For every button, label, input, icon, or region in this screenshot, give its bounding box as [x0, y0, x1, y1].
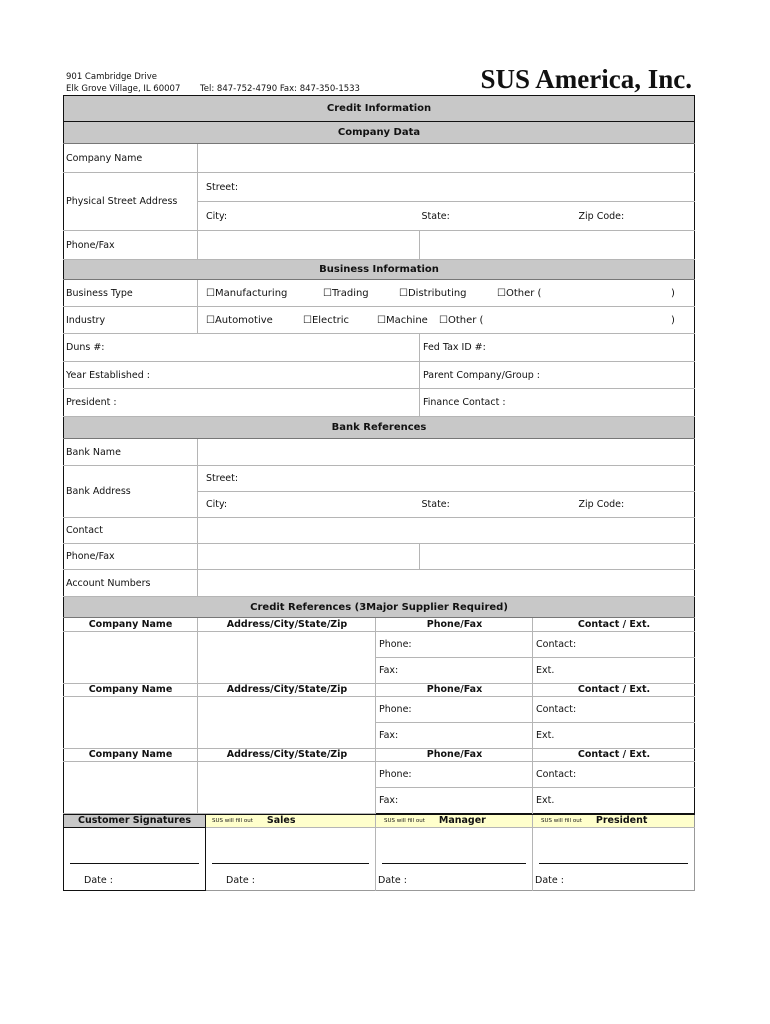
parent-company-label: Parent Company/Group :	[423, 369, 540, 381]
ref2-phone-field[interactable]	[376, 696, 533, 722]
ref1-phone-field[interactable]	[376, 631, 533, 657]
bank-name-field[interactable]	[198, 439, 695, 466]
state-label: State:	[421, 499, 450, 510]
sales-signature-area[interactable]	[206, 827, 376, 872]
ref3-address-field[interactable]	[198, 761, 376, 813]
credit-references-table	[63, 618, 695, 814]
col-company-name: Company Name	[64, 618, 198, 631]
ref2-address-field[interactable]	[198, 696, 376, 748]
ref3-phone-field[interactable]	[376, 761, 533, 787]
bank-contact-field[interactable]	[198, 518, 695, 544]
col-address: Address/City/State/Zip	[198, 618, 376, 631]
col-phone-fax: Phone/Fax	[376, 748, 533, 761]
phone-fax-label: Phone/Fax	[64, 231, 198, 260]
phone-label: Phone:	[379, 638, 412, 650]
bank-contact-label: Contact	[64, 518, 198, 544]
ref2-contact-field[interactable]	[533, 696, 695, 722]
sales-header	[206, 814, 376, 827]
company-street-field[interactable]	[198, 173, 695, 202]
ref1-company-field[interactable]	[64, 631, 198, 683]
ext-label: Ext.	[536, 729, 555, 741]
customer-date-field[interactable]: Date :	[64, 872, 206, 891]
close-paren: )	[671, 287, 675, 299]
physical-address-label: Physical Street Address	[64, 173, 198, 231]
sales-date-field[interactable]: Date :	[226, 875, 255, 886]
bank-address-label: Bank Address	[64, 466, 198, 518]
ref1-address-field[interactable]	[198, 631, 376, 683]
city-label: City:	[206, 499, 228, 510]
ref2-fax-field[interactable]	[376, 722, 533, 748]
signature-line	[539, 863, 688, 864]
ref2-company-field[interactable]	[64, 696, 198, 748]
signature-line	[382, 863, 526, 864]
street-label: Street:	[206, 181, 239, 193]
ref1-fax-field[interactable]	[376, 657, 533, 683]
year-established-field[interactable]	[64, 362, 420, 389]
credit-form	[63, 95, 694, 891]
bank-state-field[interactable]	[420, 492, 577, 518]
contact-label: Contact:	[536, 638, 577, 650]
company-zip-field[interactable]	[577, 202, 695, 231]
sus-note: SUS will fill out	[212, 817, 253, 824]
fed-tax-field[interactable]	[420, 334, 695, 362]
manager-header	[376, 814, 533, 827]
company-state-field[interactable]	[420, 202, 577, 231]
section-credit-references: Credit References (3Major Supplier Required)	[64, 597, 695, 618]
account-numbers-field[interactable]	[198, 570, 695, 597]
industry-label: Industry	[64, 307, 198, 334]
president-signature-area[interactable]	[533, 827, 695, 872]
sus-note: SUS will fill out	[384, 817, 425, 824]
col-address: Address/City/State/Zip	[198, 748, 376, 761]
business-type-label: Business Type	[64, 280, 198, 307]
close-paren: )	[671, 314, 675, 326]
bank-name-label: Bank Name	[64, 439, 198, 466]
address-line-1: 901 Cambridge Drive	[66, 72, 157, 82]
zip-label: Zip Code:	[578, 499, 625, 510]
ref3-ext-field[interactable]	[533, 787, 695, 813]
section-company-data: Company Data	[64, 122, 695, 144]
checkbox-manufacturing[interactable]: ☐Manufacturing	[206, 287, 288, 299]
col-contact-ext: Contact / Ext.	[533, 748, 695, 761]
president-field[interactable]	[64, 389, 420, 417]
company-title: SUS America, Inc.	[480, 64, 692, 94]
manager-label: Manager	[438, 815, 486, 826]
signature-line	[70, 863, 199, 864]
zip-label: Zip Code:	[578, 210, 625, 222]
president-label: President :	[66, 397, 117, 408]
bank-phone-fax-label: Phone/Fax	[64, 544, 198, 570]
business-type-options	[198, 280, 695, 307]
ref3-contact-field[interactable]	[533, 761, 695, 787]
checkbox-other-industry[interactable]: ☐Other (	[439, 314, 484, 326]
customer-signatures-header: Customer Signatures	[64, 814, 206, 827]
bank-zip-field[interactable]	[577, 492, 695, 518]
checkbox-automotive[interactable]: ☐Automotive	[206, 314, 273, 326]
company-fax-field[interactable]	[420, 231, 695, 260]
checkbox-electric[interactable]: ☐Electric	[303, 314, 350, 326]
ext-label: Ext.	[536, 794, 555, 806]
bank-fax-field[interactable]	[420, 544, 695, 570]
contact-label: Contact:	[536, 703, 577, 715]
phone-fax-line: Tel: 847-752-4790 Fax: 847-350-1533	[200, 84, 360, 94]
finance-contact-field[interactable]	[420, 389, 695, 417]
section-business-information: Business Information	[64, 260, 695, 280]
ref3-company-field[interactable]	[64, 761, 198, 813]
phone-label: Phone:	[379, 768, 412, 780]
finance-contact-label: Finance Contact :	[423, 397, 506, 408]
ref3-fax-field[interactable]	[376, 787, 533, 813]
col-company-name: Company Name	[64, 748, 198, 761]
company-city-field[interactable]	[198, 202, 420, 231]
bank-street-field[interactable]	[198, 466, 695, 492]
ref2-ext-field[interactable]	[533, 722, 695, 748]
col-address: Address/City/State/Zip	[198, 683, 376, 696]
president-header	[533, 814, 695, 827]
ext-label: Ext.	[536, 664, 555, 676]
industry-options	[198, 307, 695, 334]
fed-tax-label: Fed Tax ID #:	[423, 342, 486, 353]
checkbox-trading[interactable]: ☐Trading	[323, 287, 369, 299]
sales-label: Sales	[266, 815, 296, 826]
phone-label: Phone:	[379, 703, 412, 715]
manager-date-field[interactable]: Date :	[376, 872, 533, 891]
contact-label: Contact:	[536, 768, 577, 780]
company-name-label: Company Name	[64, 144, 198, 173]
bank-city-field[interactable]	[198, 492, 420, 518]
customer-signature-area[interactable]	[64, 827, 206, 872]
state-label: State:	[421, 210, 450, 222]
checkbox-machine[interactable]: ☐Machine	[377, 314, 428, 326]
company-phone-field[interactable]	[198, 231, 420, 260]
year-established-label: Year Established :	[66, 369, 151, 381]
president-date-field[interactable]: Date :	[533, 872, 695, 891]
ref1-contact-field[interactable]	[533, 631, 695, 657]
city-label: City:	[206, 210, 228, 222]
credit-information-table	[63, 95, 695, 618]
col-phone-fax: Phone/Fax	[376, 618, 533, 631]
checkbox-distributing[interactable]: ☐Distributing	[399, 287, 467, 299]
col-phone-fax: Phone/Fax	[376, 683, 533, 696]
section-credit-information: Credit Information	[64, 96, 695, 122]
fax-label: Fax:	[379, 664, 399, 676]
president-label: President	[595, 815, 648, 826]
parent-company-field[interactable]	[420, 362, 695, 389]
col-contact-ext: Contact / Ext.	[533, 618, 695, 631]
checkbox-other-type[interactable]: ☐Other (	[497, 287, 542, 299]
company-name-field[interactable]	[198, 144, 695, 173]
duns-label: Duns #:	[66, 342, 105, 353]
fax-label: Fax:	[379, 794, 399, 806]
account-numbers-label: Account Numbers	[64, 570, 198, 597]
col-contact-ext: Contact / Ext.	[533, 683, 695, 696]
section-bank-references: Bank References	[64, 417, 695, 439]
signatures-table	[63, 814, 695, 891]
duns-field[interactable]	[64, 334, 420, 362]
signature-line	[212, 863, 369, 864]
sus-note: SUS will fill out	[541, 817, 582, 824]
street-label: Street:	[206, 473, 239, 484]
fax-label: Fax:	[379, 729, 399, 741]
address-line-2: Elk Grove Village, IL 60007	[66, 84, 181, 94]
ref1-ext-field[interactable]	[533, 657, 695, 683]
bank-phone-field[interactable]	[198, 544, 420, 570]
manager-signature-area[interactable]	[376, 827, 533, 872]
col-company-name: Company Name	[64, 683, 198, 696]
